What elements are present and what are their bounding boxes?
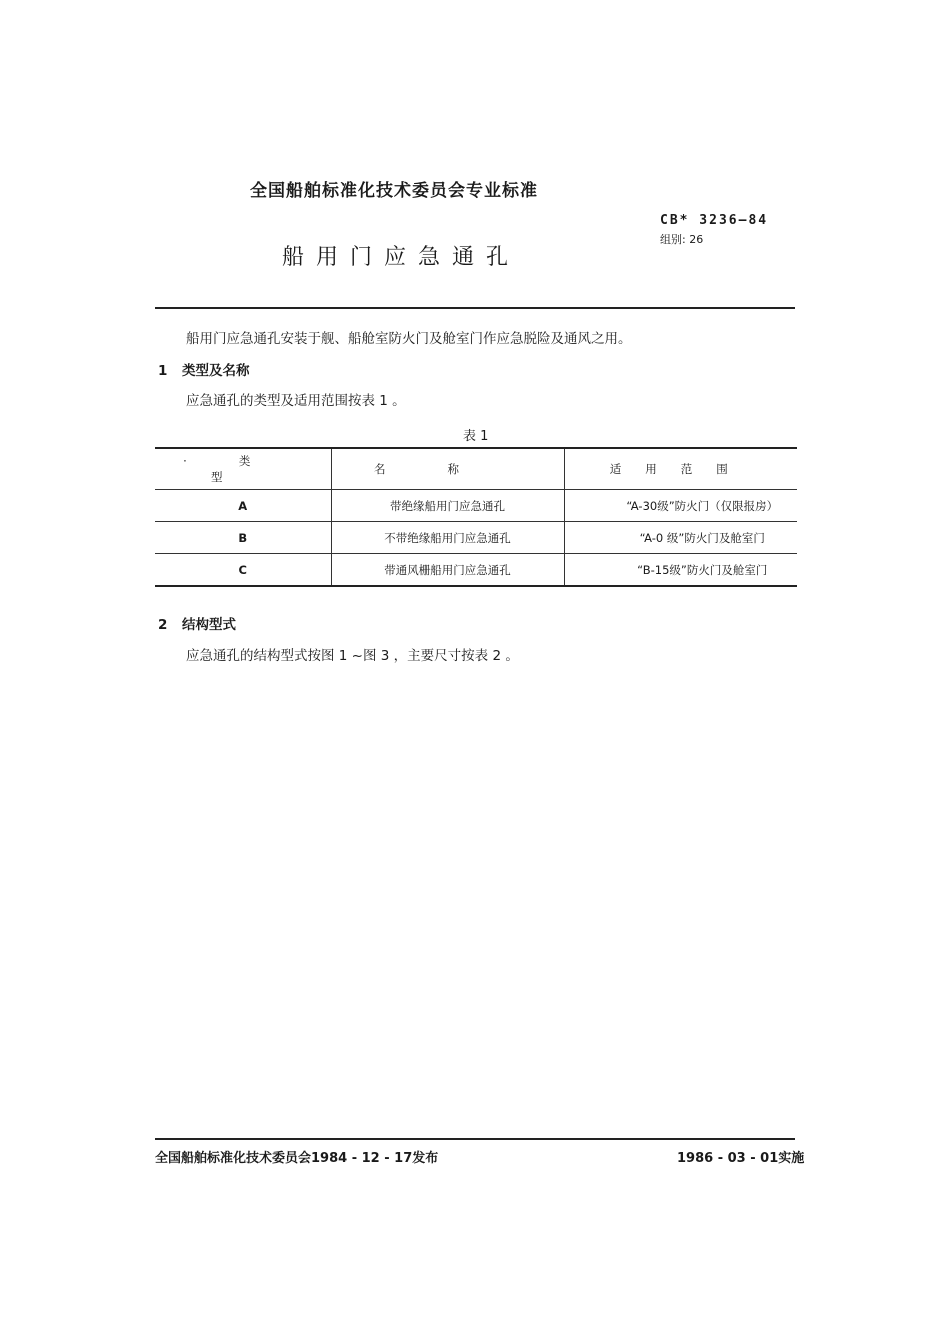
issue-date: 全国船舶标准化技术委员会1984 - 12 - 17发布 — [155, 1151, 439, 1166]
section-2-paragraph: 应急通孔的结构型式按图 1 ~图 3 ，主要尺寸按表 2 。 — [186, 648, 519, 664]
section-1-heading — [158, 359, 250, 379]
intro-paragraph: 船用门应急通孔安装于舰、船舱室防火门及舱室门作应急脱险及通风之用。 — [186, 331, 632, 347]
type-cell: B — [155, 522, 331, 554]
table-row — [155, 522, 797, 554]
section-2-number: 2 — [158, 617, 168, 633]
type-cell: A — [155, 490, 331, 522]
header-type: ·类型 — [155, 448, 331, 490]
type-table — [155, 447, 797, 587]
section-2-title: 结构型式 — [182, 617, 236, 633]
effective-date: 1986 - 03 - 01实施 — [677, 1151, 805, 1166]
footer-rule — [155, 1138, 795, 1140]
table-caption: 表 1 — [463, 429, 489, 444]
section-2-heading — [158, 613, 236, 633]
section-1-paragraph: 应急通孔的类型及适用范围按表 1 。 — [186, 393, 406, 409]
section-1-title: 类型及名称 — [182, 363, 250, 379]
table-row — [155, 554, 797, 587]
document-title: 船用门应急通孔 — [282, 245, 521, 270]
header-name: 名称 — [331, 448, 564, 490]
section-1-number: 1 — [158, 363, 168, 379]
name-cell: 带绝缘船用门应急通孔 — [331, 490, 564, 522]
header-scope: 适用范围 — [564, 448, 797, 490]
scope-cell: “A-30级”防火门（仅限报房） — [564, 490, 797, 522]
standard-code: CB* 3236—84 — [660, 213, 769, 228]
group-number: 组别: 26 — [660, 233, 704, 246]
table-row — [155, 490, 797, 522]
name-cell: 不带绝缘船用门应急通孔 — [331, 522, 564, 554]
header-rule — [155, 307, 795, 309]
type-cell: C — [238, 562, 247, 577]
name-cell: 带通风栅船用门应急通孔 — [331, 554, 564, 587]
scope-cell: “B-15级”防火门及舱室门 — [564, 554, 797, 587]
scope-cell: “A-0 级”防火门及舱室门 — [564, 522, 797, 554]
issuing-organization: 全国船舶标准化技术委员会专业标准 — [250, 181, 538, 201]
table-header-row — [155, 448, 797, 490]
